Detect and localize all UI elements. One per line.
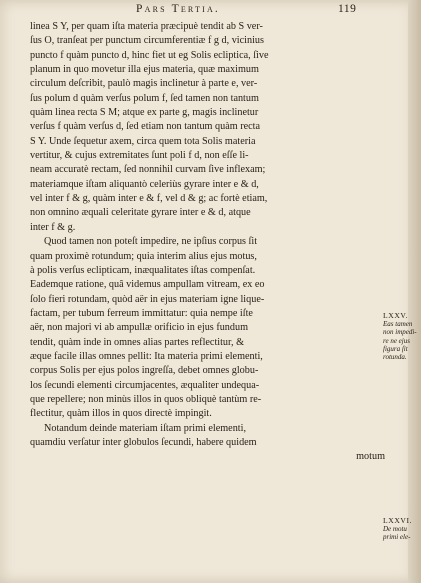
text-line: planum in quo movetur illa ejus materia, quæ maximum bbox=[30, 64, 259, 76]
text-line: que repellere; non minùs illos in quos obliquè tantùm re- bbox=[30, 393, 262, 405]
text-line: circulum deſcribit, paulò magis inclinetur à parte e, ver- bbox=[30, 78, 258, 90]
text-line: neam accuratè rectam, ſed nonnihil curvam ſive inflexam; bbox=[30, 164, 266, 176]
text-line: S Y. Unde ſequetur axem, circa quem tota Solis materia bbox=[30, 135, 256, 147]
text-line: ſus O, tranſeat per punctum circumferentiæ f g d, vicinius bbox=[30, 35, 264, 47]
text-line: vel inter f & g, quàm inter e & f, vel d & g; ac fortè etiam, bbox=[30, 193, 268, 205]
text-line: corpus Solis per ejus polos ingreſſa, debet omnes globu- bbox=[30, 365, 259, 377]
text-line: linea S Y, per quam iſta materia præcipuè tendit ab S ver- bbox=[30, 21, 263, 32]
text-line: materiamque iſtam aliquantò celeriùs gyrare inter e & d, bbox=[30, 178, 259, 190]
text-line: factam, per tubum ferreum immittatur: quia nempe iſte bbox=[30, 307, 253, 319]
text-line: aër, non majori vi ab ampullæ orificio in ejus fundum bbox=[30, 322, 249, 334]
page-edge-shadow bbox=[408, 0, 421, 583]
catchword: motum bbox=[356, 451, 385, 463]
margin-note-lxxv bbox=[383, 312, 419, 361]
text-line: ſus polum d quàm verſus polum f, ſed tamen non tantum bbox=[30, 92, 259, 104]
margin-note-lxxvi bbox=[383, 517, 419, 542]
text-line: verſus f quàm verſus d, ſed etiam non tantum quàm recta bbox=[30, 121, 260, 133]
margin-note-number: LXXV. bbox=[383, 311, 409, 320]
paragraph-start-line: Quod tamen non poteſt impedire, ne ipſius corpus ſit bbox=[44, 236, 258, 248]
margin-note-line: figura ſit bbox=[383, 344, 408, 353]
margin-note-line: re ne ejus bbox=[383, 336, 410, 345]
text-line: quàm linea recta S M; atque ex parte g, magis inclinetur bbox=[30, 107, 259, 119]
text-line: quamdiu verſatur inter globulos ſecundi, habere quidem bbox=[30, 436, 257, 448]
text-line: à polis verſus eclipticam, inæqualitates iſtas compenſat. bbox=[30, 264, 256, 276]
margin-note-line: non impedi- bbox=[383, 328, 417, 337]
text-line: non omnino æquali celeritate gyrare inter e & d, atque bbox=[30, 207, 251, 219]
margin-note-number: LXXVI. bbox=[383, 516, 413, 525]
body-text bbox=[30, 20, 385, 465]
text-line: puncto f quàm puncto d, hinc fiet ut eg Solis ecliptica, ſive bbox=[30, 49, 269, 61]
margin-note-line: rotunda. bbox=[383, 353, 407, 362]
paragraph-start-line: Notandum deinde materiam iſtam primi elementi, bbox=[44, 422, 246, 434]
margin-note-line: primi ele- bbox=[383, 533, 411, 542]
margin-note-line: De motu bbox=[383, 525, 407, 534]
text-line: ſolo fieri rotundam, quòd aër in ejus materiam igne lique- bbox=[30, 293, 265, 305]
text-line: tendit, quàm inde in omnes alias partes reflectitur, & bbox=[30, 336, 245, 348]
margin-note-line: Eas tamen bbox=[383, 320, 413, 329]
text-line: inter f & g. bbox=[30, 221, 76, 233]
text-line: flectitur, quàm illos in quos directè impingit. bbox=[30, 408, 212, 420]
running-head-title: Pars Tertia. bbox=[136, 3, 220, 15]
running-head bbox=[32, 3, 366, 19]
text-line: Eademque ratione, quâ videmus ampullam vitream, ex eo bbox=[30, 279, 265, 291]
text-line: vertitur, & cujus extremitates ſunt poli f d, non eſſe li- bbox=[30, 150, 249, 162]
text-line: quam proximè rotundum; quia interim alius ejus motus, bbox=[30, 250, 257, 262]
page-number: 119 bbox=[338, 3, 357, 15]
text-line: æque facile illas omnes pellit: Ita materia primi elementi, bbox=[30, 350, 263, 362]
text-line: los ſecundi elementi circumjacentes, æqualiter undequa- bbox=[30, 379, 260, 391]
